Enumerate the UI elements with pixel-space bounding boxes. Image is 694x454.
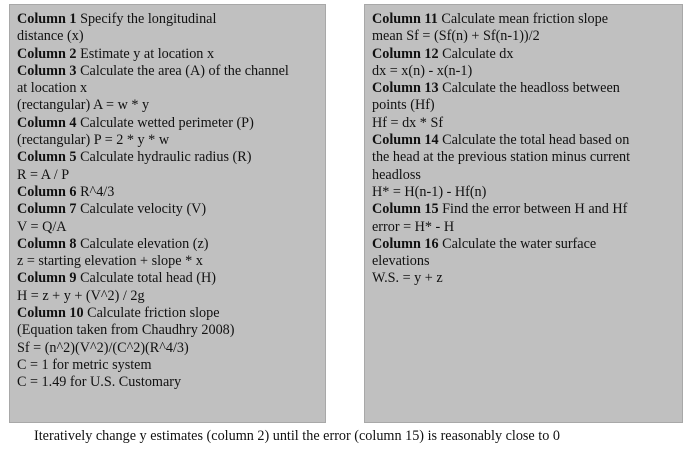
column-step-heading xyxy=(17,115,317,132)
column-step-heading xyxy=(372,80,674,97)
column-step-detail xyxy=(17,374,317,391)
step-text: (rectangular) A = w * y xyxy=(17,97,150,114)
right-instructions-panel xyxy=(364,4,683,423)
column-number: Column 4 xyxy=(17,114,77,131)
column-step-detail xyxy=(372,28,674,45)
column-number: Column 12 xyxy=(372,45,439,62)
step-text: Estimate y at location x xyxy=(76,45,215,62)
column-number: Column 15 xyxy=(372,201,439,218)
step-text: H* = H(n-1) - Hf(n) xyxy=(372,183,487,200)
step-text: Calculate total head (H) xyxy=(76,270,216,287)
step-text: the head at the previous station minus current xyxy=(372,149,631,166)
iteration-note: Iteratively change y estimates (column 2) until the error (column 15) is reasonably close to 0 xyxy=(34,428,560,444)
step-text: Specify the longitudinal xyxy=(76,11,217,27)
step-text: elevations xyxy=(372,253,430,270)
column-step-heading xyxy=(372,11,674,28)
column-step-heading xyxy=(17,184,317,201)
step-text: (Equation taken from Chaudhry 2008) xyxy=(17,322,235,339)
step-text: Hf = dx * Sf xyxy=(372,114,444,131)
column-step-detail xyxy=(372,63,674,80)
column-number: Column 8 xyxy=(17,235,77,252)
column-number: Column 5 xyxy=(17,149,77,166)
column-step-detail xyxy=(17,219,317,236)
column-step-heading xyxy=(17,63,317,80)
column-number: Column 2 xyxy=(17,45,77,62)
column-step-heading xyxy=(17,236,317,253)
column-step-detail xyxy=(17,357,317,374)
step-text: Calculate the total head based on xyxy=(438,132,630,149)
step-text: Calculate elevation (z) xyxy=(76,235,209,252)
column-step-detail xyxy=(372,184,674,201)
column-number: Column 1 xyxy=(17,11,77,27)
step-text: Calculate the headloss between xyxy=(438,80,620,97)
column-number: Column 11 xyxy=(372,11,438,27)
column-step-detail xyxy=(372,253,674,270)
column-step-heading xyxy=(17,149,317,166)
column-step-detail xyxy=(372,219,674,236)
column-number: Column 16 xyxy=(372,235,439,252)
step-text: W.S. = y + z xyxy=(372,270,443,287)
step-text: R^4/3 xyxy=(76,183,115,200)
column-step-detail xyxy=(17,80,317,97)
step-text: headloss xyxy=(372,166,421,183)
step-text: C = 1 for metric system xyxy=(17,356,152,373)
step-text: Calculate the area (A) of the channel xyxy=(76,62,289,79)
step-text: Calculate dx xyxy=(438,45,514,62)
step-text: V = Q/A xyxy=(17,218,67,235)
left-instructions-panel xyxy=(9,4,326,423)
column-step-detail xyxy=(17,253,317,270)
step-text: Calculate friction slope xyxy=(83,305,220,322)
step-text: (rectangular) P = 2 * y * w xyxy=(17,132,170,149)
column-step-detail xyxy=(372,149,674,166)
step-text: error = H* - H xyxy=(372,218,455,235)
column-step-heading xyxy=(17,46,317,63)
step-text: Calculate the water surface xyxy=(438,235,597,252)
step-text: distance (x) xyxy=(17,28,84,45)
column-step-heading xyxy=(17,305,317,322)
step-text: Sf = (n^2)(V^2)/(C^2)(R^4/3) xyxy=(17,339,189,356)
column-step-detail xyxy=(372,97,674,114)
column-step-detail xyxy=(372,167,674,184)
step-text: H = z + y + (V^2) / 2g xyxy=(17,287,145,304)
step-text: Calculate hydraulic radius (R) xyxy=(76,149,252,166)
step-text: mean Sf = (Sf(n) + Sf(n-1))/2 xyxy=(372,28,540,45)
column-step-detail xyxy=(372,270,674,287)
step-text: Calculate mean friction slope xyxy=(437,11,609,27)
column-step-heading xyxy=(17,11,317,28)
step-text: points (Hf) xyxy=(372,97,435,114)
column-step-detail xyxy=(17,340,317,357)
step-text: R = A / P xyxy=(17,166,70,183)
column-step-heading xyxy=(17,201,317,218)
column-step-detail xyxy=(17,28,317,45)
column-number: Column 13 xyxy=(372,80,439,97)
column-step-heading xyxy=(17,270,317,287)
step-text: C = 1.49 for U.S. Customary xyxy=(17,374,182,391)
column-number: Column 7 xyxy=(17,201,77,218)
column-number: Column 10 xyxy=(17,305,84,322)
column-step-heading xyxy=(372,46,674,63)
column-step-detail xyxy=(17,132,317,149)
column-step-detail xyxy=(17,288,317,305)
step-text: z = starting elevation + slope * x xyxy=(17,253,203,270)
column-step-heading xyxy=(372,236,674,253)
column-step-detail xyxy=(17,97,317,114)
column-number: Column 6 xyxy=(17,183,77,200)
column-number: Column 14 xyxy=(372,132,439,149)
column-step-detail xyxy=(17,167,317,184)
column-step-heading xyxy=(372,201,674,218)
step-text: at location x xyxy=(17,80,88,97)
column-step-heading xyxy=(372,132,674,149)
step-text: Calculate velocity (V) xyxy=(76,201,207,218)
step-text: dx = x(n) - x(n-1) xyxy=(372,62,473,79)
column-number: Column 3 xyxy=(17,62,77,79)
step-text: Find the error between H and Hf xyxy=(438,201,628,218)
column-step-detail xyxy=(372,115,674,132)
step-text: Calculate wetted perimeter (P) xyxy=(76,114,254,131)
column-step-detail xyxy=(17,322,317,339)
column-number: Column 9 xyxy=(17,270,77,287)
